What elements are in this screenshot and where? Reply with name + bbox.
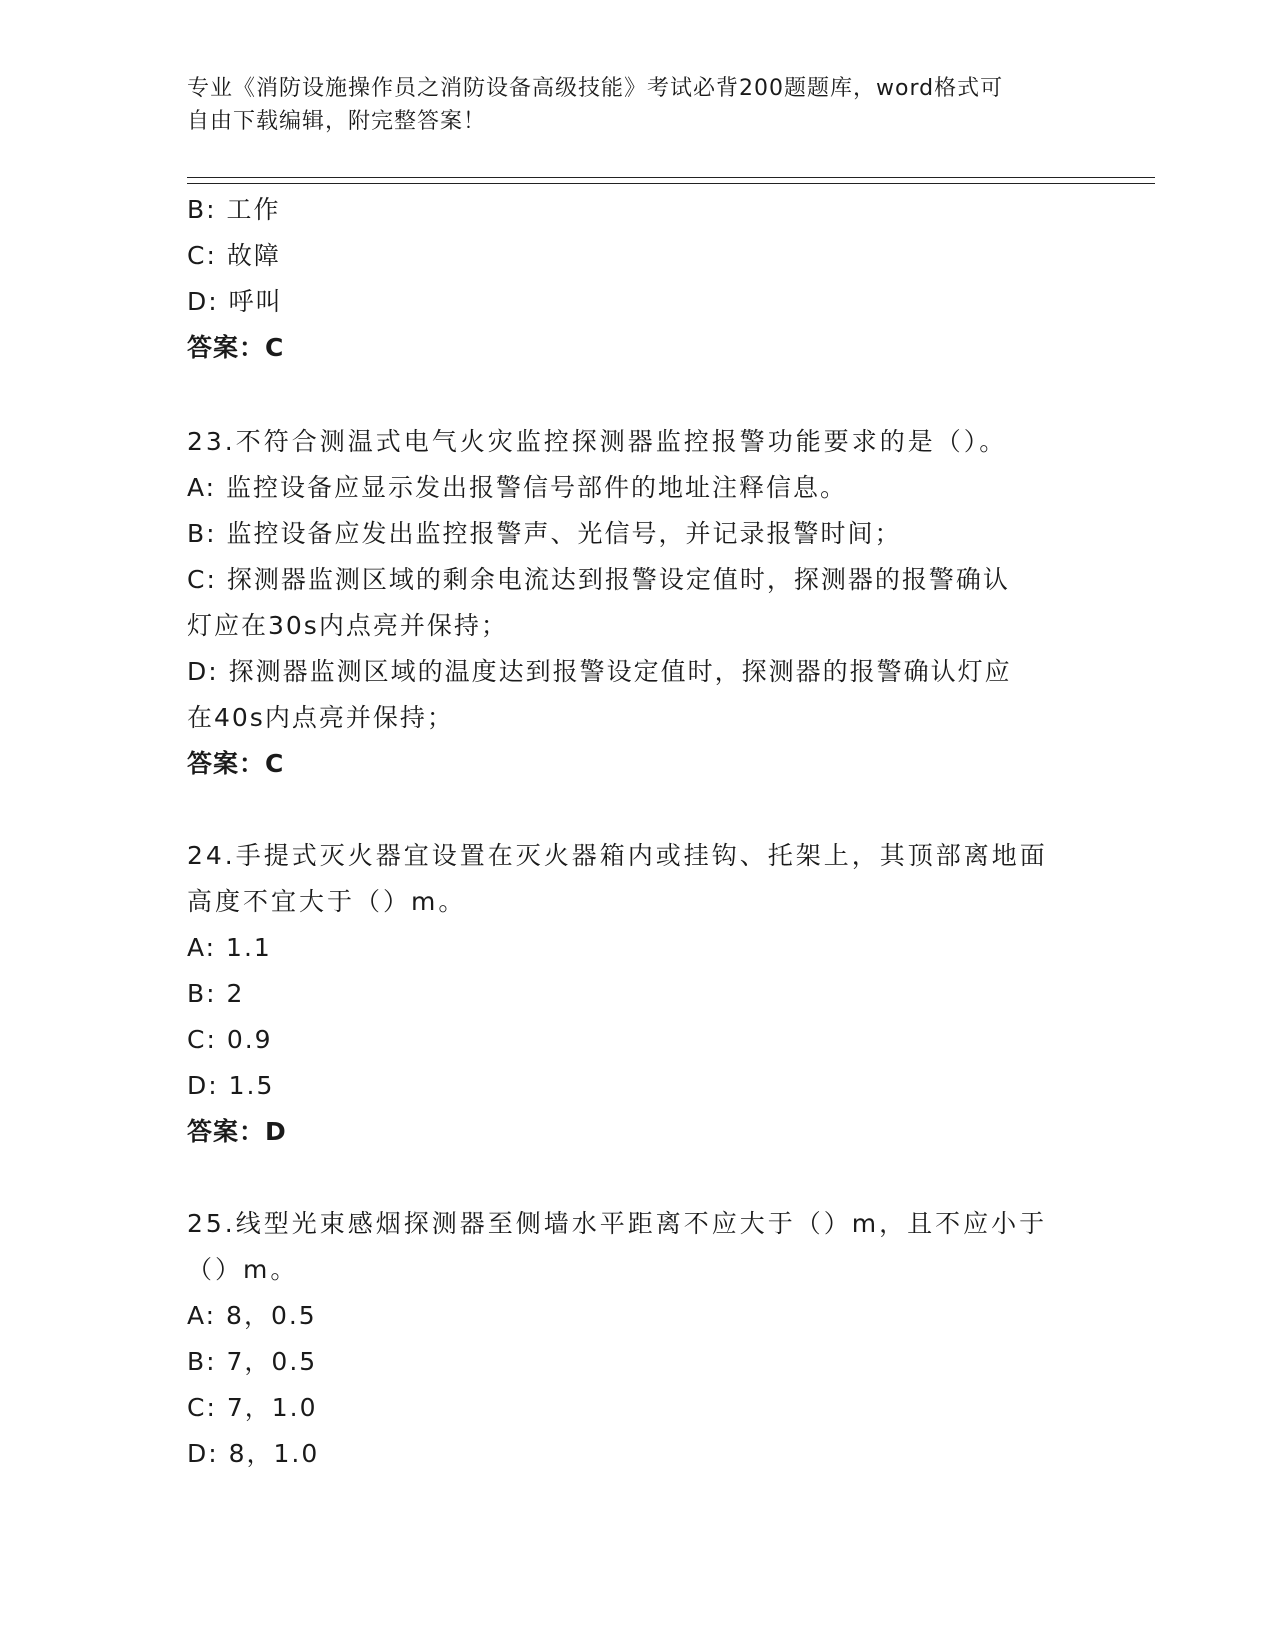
spacer: [187, 787, 1067, 833]
option-d: D: 8，1.0: [187, 1439, 320, 1468]
question-stem: 25.线型光束感烟探测器至侧墙水平距离不应大于（）m，且不应小于: [187, 1209, 1048, 1238]
option-c: C: 7，1.0: [187, 1393, 318, 1422]
option-b: B: 工作: [187, 195, 281, 224]
option-b: B: 2: [187, 979, 245, 1008]
option-a: A: 1.1: [187, 933, 272, 962]
question-22: [187, 187, 1067, 371]
question-23: [187, 419, 1067, 787]
option-c: C: 故障: [187, 241, 281, 270]
option-c: C: 探测器监测区域的剩余电流达到报警设定值时，探测器的报警确认: [187, 565, 1010, 594]
question-24: [187, 833, 1067, 1155]
option-d: D: 1.5: [187, 1071, 275, 1100]
question-stem: 24.手提式灭火器宜设置在灭火器箱内或挂钩、托架上，其顶部离地面: [187, 841, 1048, 870]
option-d: D: 呼叫: [187, 287, 283, 316]
option-c: C: 0.9: [187, 1025, 273, 1054]
header-divider-top: [187, 177, 1155, 178]
question-list: [187, 187, 1067, 1477]
option-b: B: 监控设备应发出监控报警声、光信号，并记录报警时间；: [187, 519, 902, 548]
spacer: [187, 371, 1067, 419]
option-d: D: 探测器监测区域的温度达到报警设定值时，探测器的报警确认灯应: [187, 657, 1012, 686]
spacer: [187, 1155, 1067, 1201]
option-a: A: 监控设备应显示发出报警信号部件的地址注释信息。: [187, 473, 848, 502]
header-title-line-1: 专业《消防设施操作员之消防设备高级技能》考试必背200题题库，word格式可: [187, 76, 1004, 101]
header-title-line-2: 自由下载编辑，附完整答案！: [187, 109, 487, 134]
header-divider-bottom: [187, 183, 1155, 184]
option-d-continued: 在40s内点亮并保持；: [187, 703, 454, 732]
question-stem-continued: 高度不宜大于（）m。: [187, 887, 467, 916]
document-header: [187, 72, 1067, 138]
question-stem-continued: （）m。: [187, 1255, 299, 1284]
answer-line: 答案：C: [187, 333, 285, 362]
option-c-continued: 灯应在30s内点亮并保持；: [187, 611, 508, 640]
question-stem: 23.不符合测温式电气火灾监控探测器监控报警功能要求的是（）。: [187, 427, 1008, 456]
option-a: A: 8，0.5: [187, 1301, 317, 1330]
answer-line: 答案：C: [187, 749, 285, 778]
option-b: B: 7，0.5: [187, 1347, 318, 1376]
answer-line: 答案：D: [187, 1117, 287, 1146]
question-25: [187, 1201, 1067, 1477]
